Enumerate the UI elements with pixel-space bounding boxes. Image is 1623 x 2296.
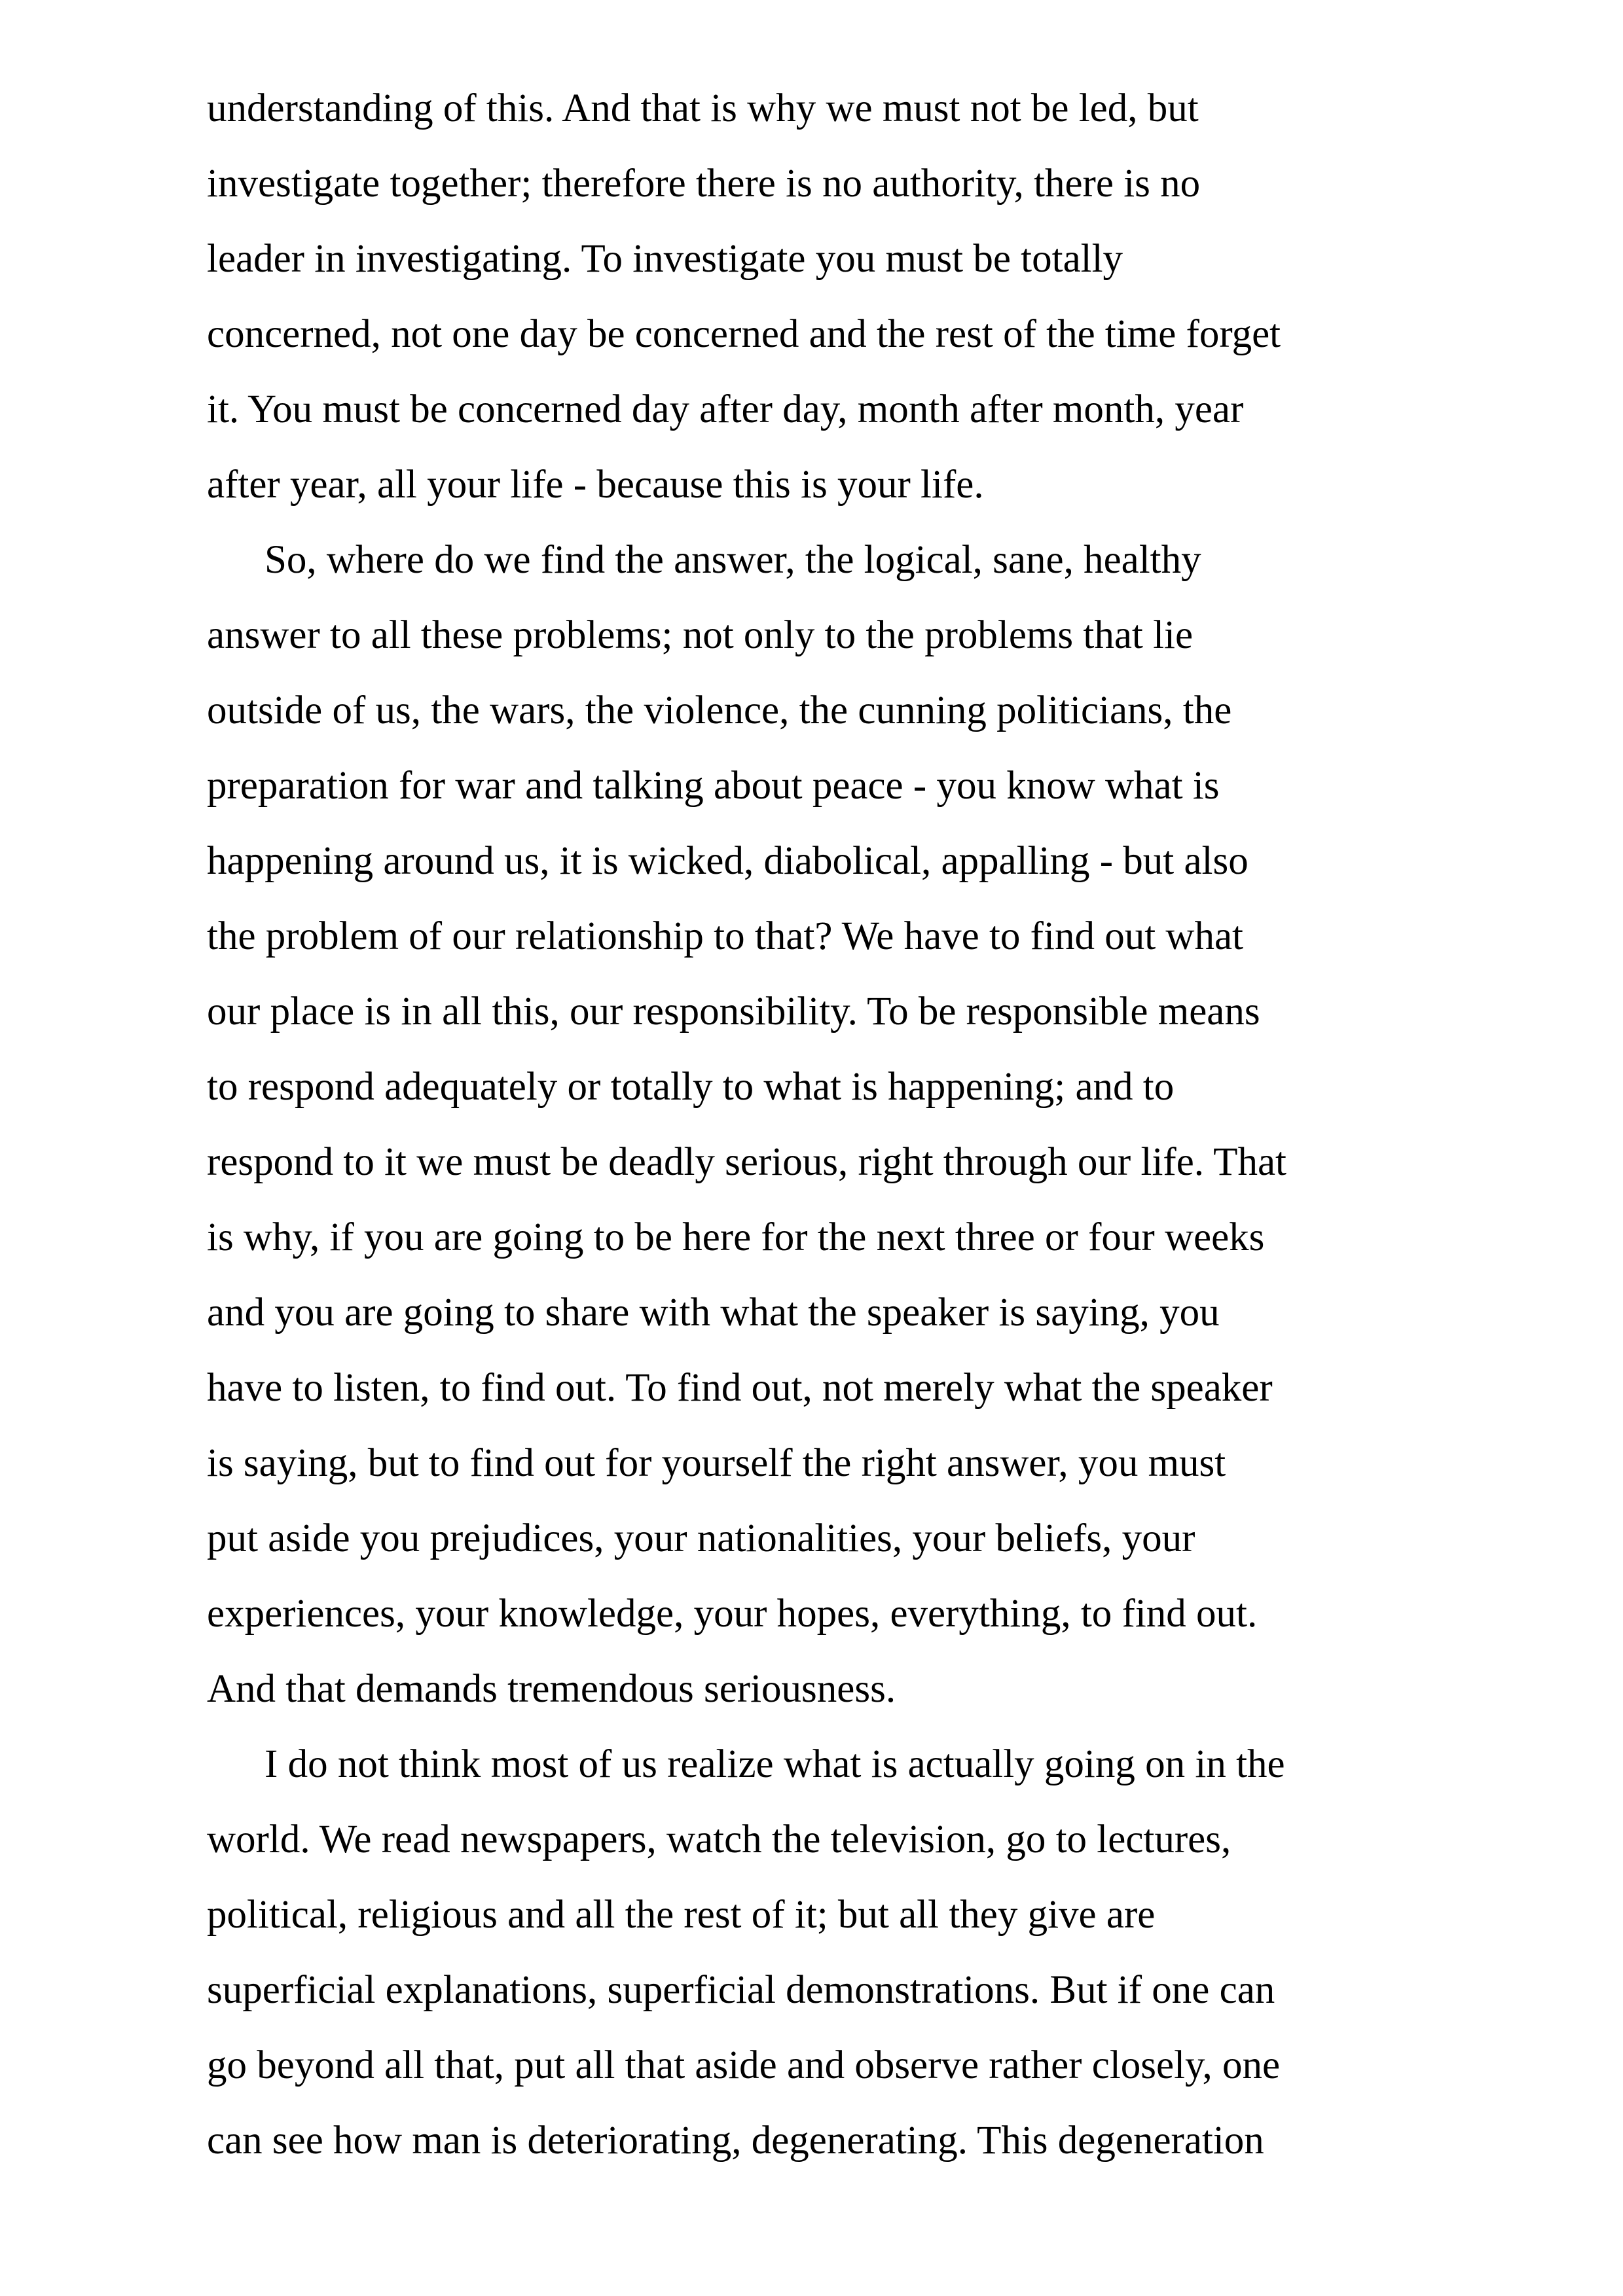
text-line: answer to all these problems; not only to the problems that lie [207,613,1194,657]
text-line: experiences, your knowledge, your hopes, everything, to find out. [207,1592,1258,1636]
text-line: can see how man is deteriorating, degenerating. This degeneration [207,2119,1264,2162]
text-line: our place is in all this, our responsibility. To be responsible means [207,990,1260,1033]
text-line: political, religious and all the rest of it; but all they give are [207,1893,1156,1937]
body-text [207,71,1425,2178]
text-line: respond to it we must be deadly serious, right through our life. That [207,1140,1286,1184]
text-line: world. We read newspapers, watch the television, go to lectures, [207,1818,1231,1861]
text-line: the problem of our relationship to that? We have to find out what [207,914,1243,958]
text-line: to respond adequately or totally to what is happening; and to [207,1065,1175,1109]
text-line: investigate together; therefore there is no authority, there is no [207,162,1201,206]
text-line: And that demands tremendous seriousness. [207,1667,896,1711]
text-line: happening around us, it is wicked, diabolical, appalling - but also [207,839,1249,883]
text-line: concerned, not one day be concerned and the rest of the time forget [207,312,1281,356]
text-line: it. You must be concerned day after day, month after month, year [207,387,1244,431]
text-line: outside of us, the wars, the violence, the cunning politicians, the [207,689,1232,732]
paragraph-first-line: I do not think most of us realize what is actually going on in the [264,1742,1285,1786]
paragraph-first-line: So, where do we find the answer, the logical, sane, healthy [264,538,1201,582]
text-line: understanding of this. And that is why we must not be led, but [207,86,1199,130]
text-line: is saying, but to find out for yourself the right answer, you must [207,1441,1226,1485]
text-line: superficial explanations, superficial demonstrations. But if one can [207,1968,1275,2012]
text-line: leader in investigating. To investigate you must be totally [207,237,1123,281]
text-line: put aside you prejudices, your nationalities, your beliefs, your [207,1516,1195,1560]
text-line: and you are going to share with what the speaker is saying, you [207,1291,1220,1335]
text-line: go beyond all that, put all that aside and observe rather closely, one [207,2043,1281,2087]
text-line: preparation for war and talking about peace - you know what is [207,764,1220,808]
text-line: have to listen, to find out. To find out, not merely what the speaker [207,1366,1273,1410]
text-line: is why, if you are going to be here for the next three or four weeks [207,1215,1265,1259]
text-line: after year, all your life - because this is your life. [207,463,984,507]
